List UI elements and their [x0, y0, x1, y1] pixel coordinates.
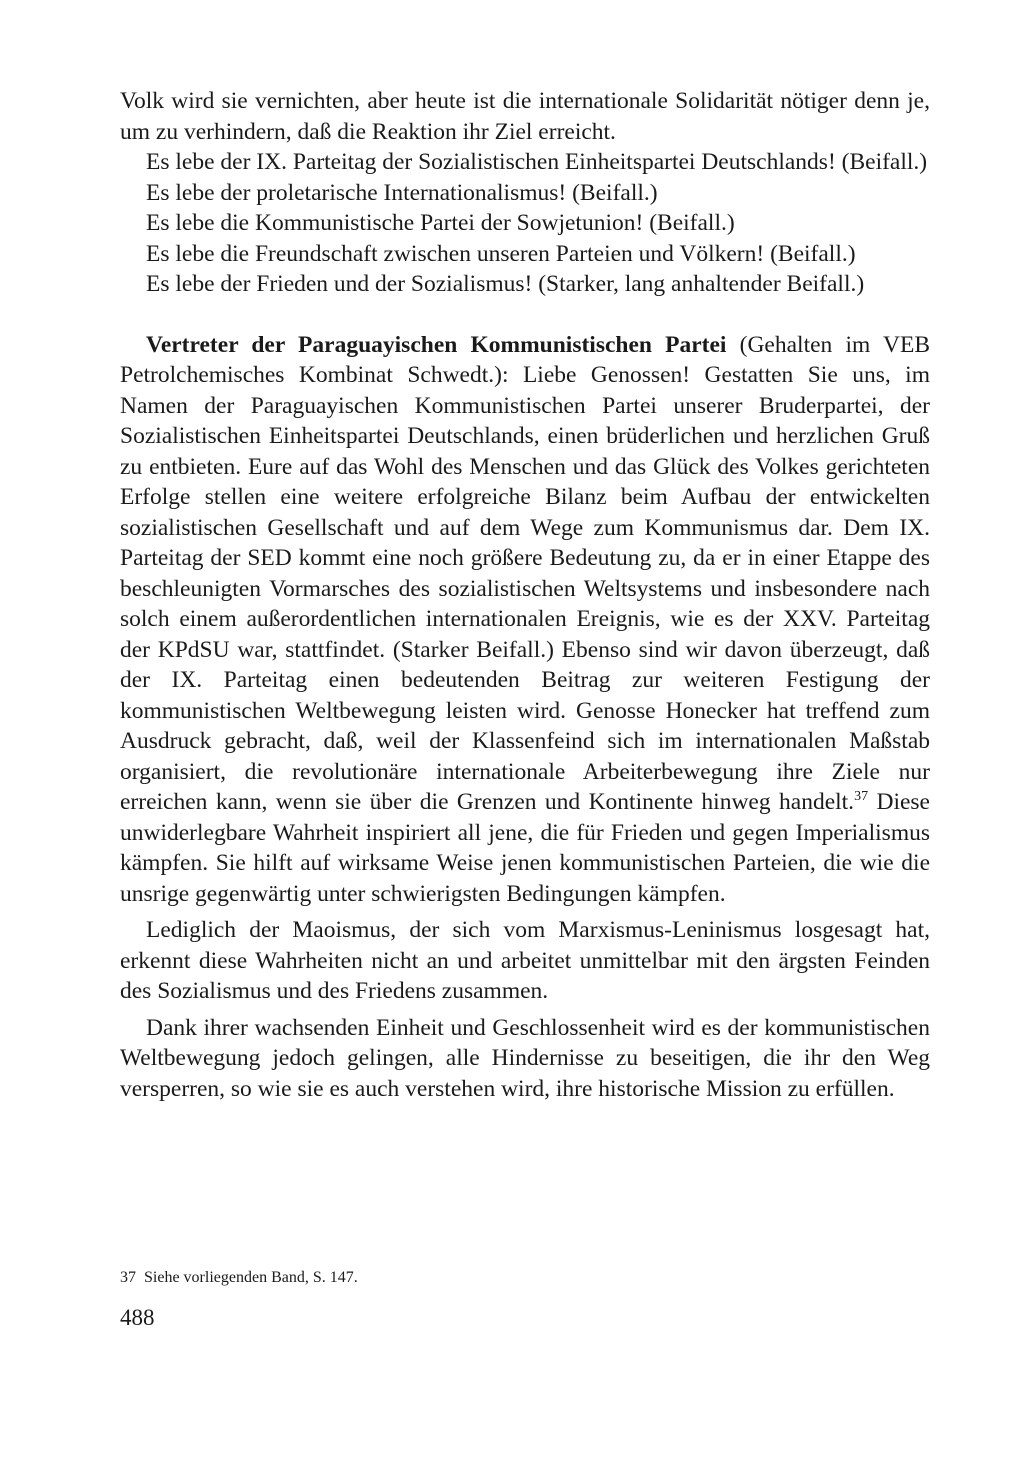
paragraph-speech [120, 330, 930, 910]
speech-text-part1: (Gehalten im VEB Petrolchemisches Kombinat Schwedt.): Liebe Genossen! Gestatten Sie uns, im Namen der Paraguayischen Kommunistischen Partei unserer Bruderpartei, der Sozialistischen Einheitspartei Deutschlands, einen brüderlichen und herzlichen Gruß zu entbieten. Eure auf das Wohl des Menschen und das Glück des Volkes gerichteten Erfolge stellen eine weitere erfolgreiche Bilanz beim Aufbau der entwickelten sozialistischen Gesellschaft und auf dem Wege zum Kommunismus dar. Dem IX. Parteitag der SED kommt eine noch größere Bedeutung zu, da er in einer Etappe des beschleunigten Vormarsches des sozialistischen Weltsystems und insbesondere nach solch einem außerordentlichen internationalen Ereignis, wie es der XXV. Parteitag der KPdSU war, stattfindet. (Starker Beifall.) Ebenso sind wir davon überzeugt, daß der IX. Parteitag einen bedeutenden Beitrag zur weiteren Festigung der kommunistischen Weltbewegung leisten wird. Genosse Honecker hat treffend zum Ausdruck gebracht, daß, weil der Klassenfeind sich im internationalen Maßstab organisiert, die revolutionäre internationale Arbeiterbewegung ihre Ziele nur erreichen kann, wenn sie über die Grenzen und Kontinente hinweg handelt. [120, 331, 930, 815]
body-text [120, 86, 930, 1104]
footnote-text: Siehe vorliegenden Band, S. 147. [144, 1269, 358, 1286]
page-number: 488 [120, 1305, 155, 1330]
paragraph-continuation: Volk wird sie vernichten, aber heute ist die internationale Solidarität nötiger denn je, um zu verhindern, daß die Reaktion ihr Ziel erreicht. [120, 88, 930, 145]
footnote-number: 37 [120, 1269, 136, 1286]
paragraph-toast-freundschaft: Es lebe die Freundschaft zwischen unseren Parteien und Völkern! (Beifall.) [146, 240, 856, 267]
footnote-reference[interactable]: 37 [854, 789, 869, 805]
paragraph-einheit: Dank ihrer wachsenden Einheit und Geschlossenheit wird es der kommunistischen Weltbewegung jedoch gelingen, alle Hindernisse zu beseitigen, die ihr den Weg versperren, so wie sie es auch verstehen wird, ihre historische Mission zu erfüllen. [120, 1014, 930, 1102]
footnote [120, 1268, 930, 1288]
paragraph-toast-internationalismus: Es lebe der proletarische Internationalismus! (Beifall.) [146, 179, 658, 206]
paragraph-toast-frieden: Es lebe der Frieden und der Sozialismus! (Starker, lang anhaltender Beifall.) [146, 271, 865, 297]
speaker-name: Vertreter der Paraguayischen Kommunistischen Partei [146, 331, 727, 358]
paragraph-toast-kpdsu: Es lebe die Kommunistische Partei der Sowjetunion! (Beifall.) [146, 210, 735, 236]
speech-text-part2: Diese unwiderlegbare Wahrheit inspiriert all jene, die für Frieden und gegen Imperialismus kämpfen. Sie hilft auf wirksame Weise jenen kommunistischen Parteien, die wie die unsrige gegenwärtig unter schwierigsten Bedingungen kämpfen. [120, 789, 930, 907]
paragraph-toast-parteitag: Es lebe der IX. Parteitag der Sozialistischen Einheitspartei Deutschlands! (Beifall.) [146, 149, 928, 175]
paragraph-maoismus: Lediglich der Maoismus, der sich vom Marxismus-Leninismus losgesagt hat, erkennt diese Wahrheiten nicht an und arbeitet unmittelbar mit den ärgsten Feinden des Sozialismus und des Friedens zusammen. [120, 917, 930, 1004]
